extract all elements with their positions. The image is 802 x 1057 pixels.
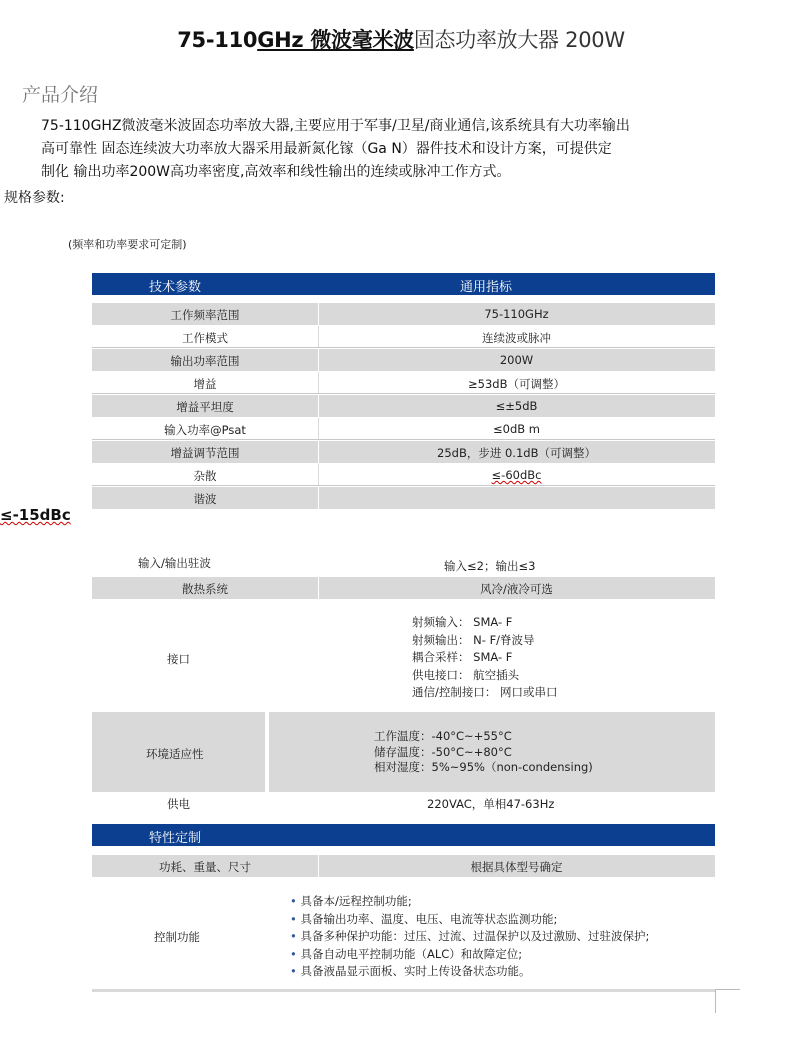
table-row <box>92 326 715 348</box>
intro-heading: 产品介绍 <box>22 84 99 106</box>
row-value: ≤±5dB <box>495 399 538 413</box>
header-value: 通用指标 <box>460 280 513 295</box>
interface-line: 射频输出： N- F/脊波导 <box>412 632 535 647</box>
row-param: 散热系统 <box>182 582 228 596</box>
intro-line: 高可靠性 固态连续波大功率放大器采用最新氮化镓（Ga N）器件技术和设计方案，可提供定 <box>41 141 612 157</box>
row-param: 谐波 <box>193 492 217 506</box>
spec-label: 规格参数: <box>4 190 65 206</box>
row-param: 杂散 <box>193 469 217 483</box>
row-value: ≤-60dBc <box>491 468 542 482</box>
list-item: • 具备多种保护功能：过压、过流、过温保护以及过激励、过驻波保护; <box>290 929 650 943</box>
interface-list <box>412 614 558 702</box>
row-value: ≤0dB m <box>493 422 540 436</box>
power-value: 220VAC，单相47-63Hz <box>427 797 555 811</box>
harmonic-value: ≤-15dBc <box>0 506 71 524</box>
custom-note: (频率和功率要求可定制) <box>68 238 187 251</box>
intro-paragraph <box>41 115 721 184</box>
env-list <box>374 729 593 776</box>
row-value: ≥53dB（可调整） <box>468 377 565 391</box>
row-param: 增益 <box>193 377 217 391</box>
row-value: 25dB，步进 0.1dB（可调整） <box>437 446 596 460</box>
table-row <box>92 395 715 417</box>
table-row <box>92 303 715 325</box>
env-line: 工作温度：-40°C~+55°C <box>374 729 512 743</box>
table-row <box>92 577 715 599</box>
row-param: 增益平坦度 <box>176 400 234 414</box>
interface-line: 射频输入： SMA- F <box>412 615 513 629</box>
table-row <box>92 487 715 509</box>
table-row <box>92 418 715 440</box>
bottom-rule-vertical <box>715 989 716 1013</box>
row-param: 工作模式 <box>182 331 228 345</box>
table-row <box>92 441 715 463</box>
env-param: 环境适应性 <box>146 747 204 761</box>
table-row <box>92 349 715 371</box>
row-param: 功耗、重量、尺寸 <box>159 860 251 874</box>
row-value: 连续波或脉冲 <box>482 331 551 345</box>
control-param: 控制功能 <box>154 930 200 944</box>
vswr-param: 输入/输出驻波 <box>138 556 211 570</box>
vswr-value: 输入≤2；输出≤3 <box>444 559 536 573</box>
env-line: 相对湿度：5%~95%（non-condensing) <box>374 760 593 774</box>
control-list <box>290 893 649 981</box>
interface-line: 供电接口： 航空插头 <box>412 667 520 682</box>
title-product: 固态功率放大器 200W <box>413 28 625 52</box>
page-title <box>0 24 802 54</box>
intro-line: 75-110GHZ微波毫米波固态功率放大器,主要应用于军事/卫星/商业通信,该系统具有大功率输出 <box>41 118 630 134</box>
list-item: • 具备自动电平控制功能（ALC）和故障定位; <box>290 946 523 961</box>
row-param: 输入功率@Psat <box>164 423 246 437</box>
spec-table-header <box>92 273 715 295</box>
list-item: • 具备本/远程控制功能; <box>290 894 412 908</box>
row-value: 根据具体型号确定 <box>470 860 563 874</box>
table-row <box>92 464 715 486</box>
interface-line: 通信/控制接口： 网口或串口 <box>412 685 558 699</box>
custom-header <box>92 824 715 846</box>
row-param: 输出功率范围 <box>170 354 240 368</box>
row-value: 风冷/液冷可选 <box>480 582 553 596</box>
interface-param: 接口 <box>167 652 190 666</box>
intro-line: 制化 输出功率200W高功率密度,高效率和线性输出的连续或脉冲工作方式。 <box>41 164 511 180</box>
table-row <box>92 855 715 877</box>
custom-header-label: 特性定制 <box>149 831 202 846</box>
interface-line: 耦合采样： SMA- F <box>412 650 513 664</box>
title-band: GHz 微波毫米波 <box>257 28 414 52</box>
bottom-rule-tick <box>715 989 740 990</box>
title-model: 75-110 <box>177 28 258 52</box>
header-param: 技术参数 <box>149 280 202 295</box>
env-line: 储存温度：-50°C~+80°C <box>374 744 512 759</box>
row-param: 工作频率范围 <box>170 308 240 322</box>
list-item: • 具备输出功率、温度、电压、电流等状态监测功能; <box>290 911 558 926</box>
row-param: 增益调节范围 <box>170 446 240 460</box>
bottom-rule <box>92 989 715 992</box>
list-item: • 具备液晶显示面板、实时上传设备状态功能。 <box>290 964 531 978</box>
power-param: 供电 <box>167 797 190 811</box>
row-value: 200W <box>499 353 534 367</box>
row-value: 75-110GHz <box>484 307 549 321</box>
table-row <box>92 372 715 394</box>
